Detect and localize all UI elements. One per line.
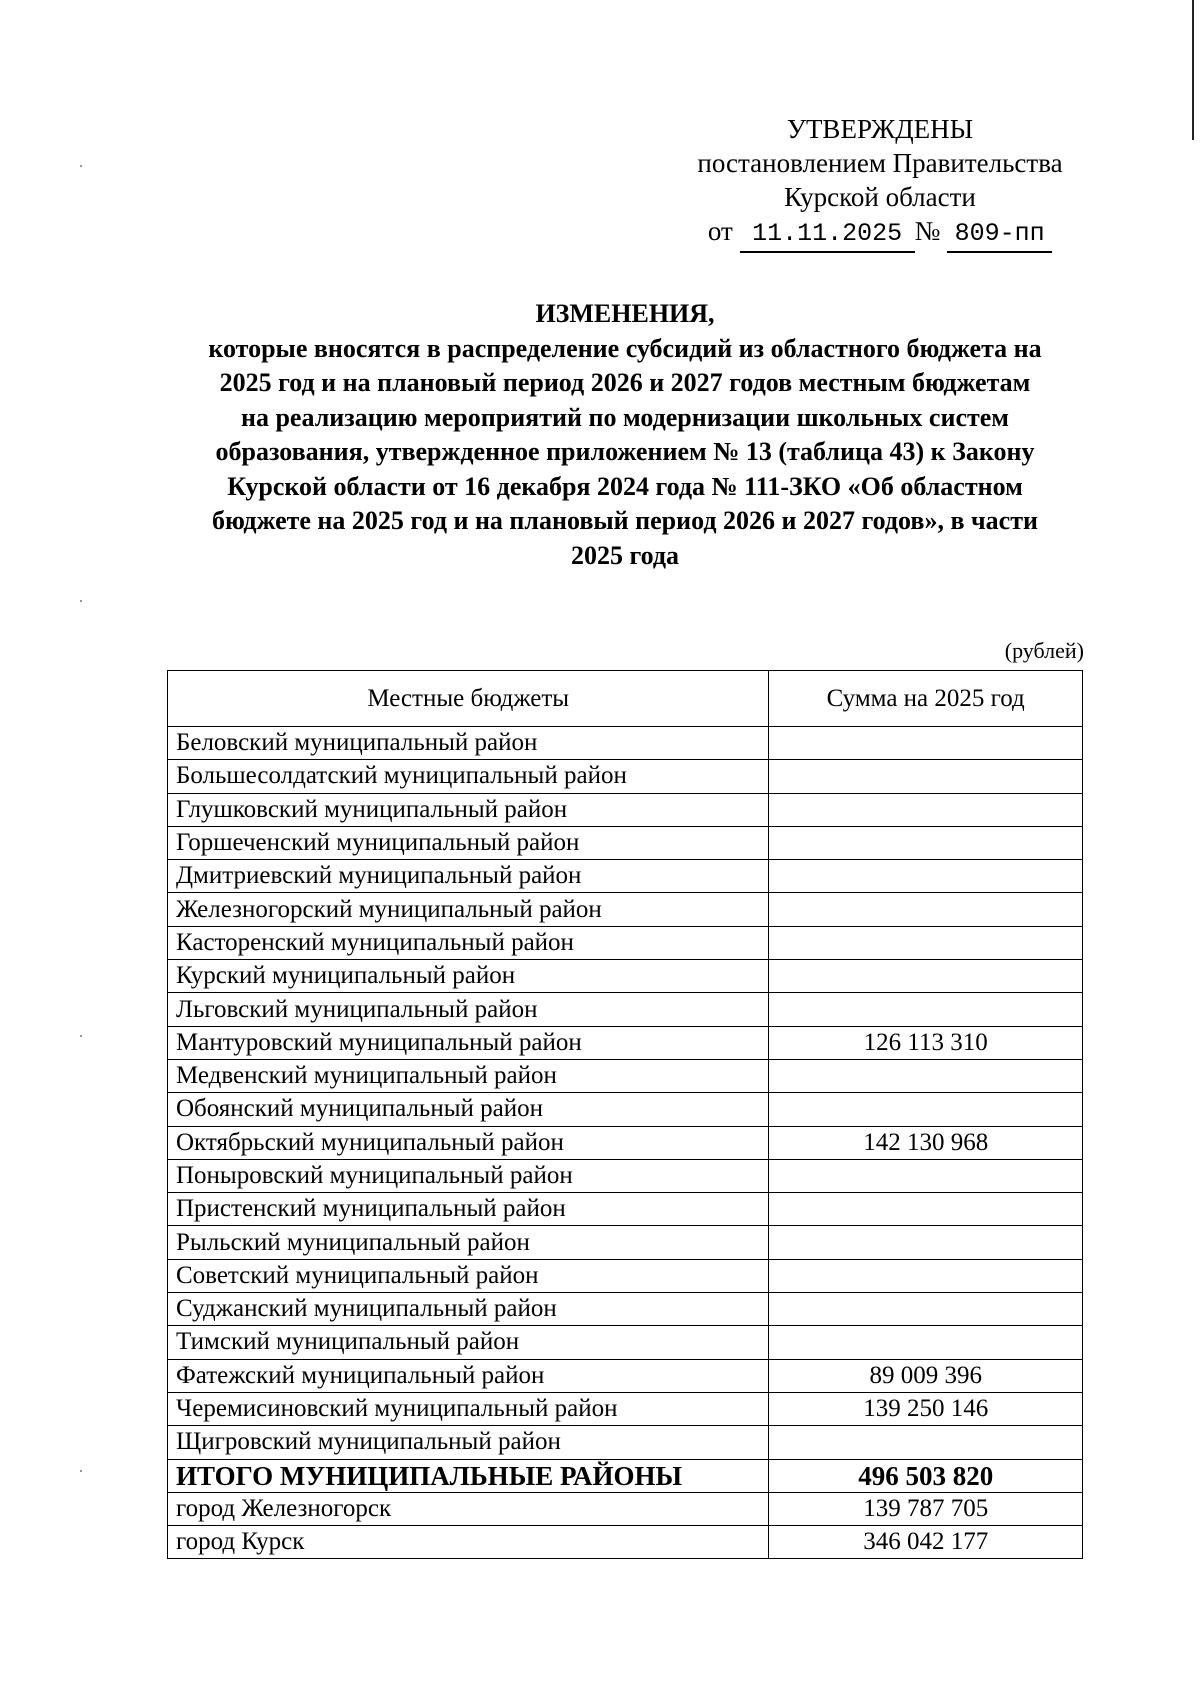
- budget-table: [167, 670, 1083, 1559]
- from-label: от: [707, 216, 733, 246]
- table-row: [168, 1492, 1083, 1525]
- table-row: [168, 1159, 1083, 1192]
- budget-amount: [769, 1059, 1083, 1092]
- budget-name: Железногорский муниципальный район: [168, 893, 769, 926]
- budget-name: Медвенский муниципальный район: [168, 1059, 769, 1092]
- budget-amount: 346 042 177: [769, 1526, 1083, 1559]
- table-row: [168, 826, 1083, 859]
- budget-name: Дмитриевский муниципальный район: [168, 860, 769, 893]
- budget-amount: [769, 793, 1083, 826]
- budget-amount: 89 009 396: [769, 1359, 1083, 1392]
- budget-name: Мантуровский муниципальный район: [168, 1026, 769, 1059]
- table-row: [168, 727, 1083, 760]
- budget-name: город Курск: [168, 1526, 769, 1559]
- budget-amount: [769, 727, 1083, 760]
- scan-speck: [80, 600, 82, 602]
- table-header-row: [168, 671, 1083, 727]
- number-label: №: [914, 216, 941, 246]
- units-label: (рублей): [1004, 638, 1084, 663]
- budget-amount: [769, 826, 1083, 859]
- table-row: [168, 1259, 1083, 1292]
- budget-amount: [769, 960, 1083, 993]
- approval-heading: УТВЕРЖДЕНЫ: [786, 114, 974, 144]
- table-row: [168, 893, 1083, 926]
- budget-name: Советский муниципальный район: [168, 1259, 769, 1292]
- budget-amount: [769, 893, 1083, 926]
- table-row: [168, 1293, 1083, 1326]
- scan-speck: [80, 1035, 82, 1037]
- budget-amount: [769, 1226, 1083, 1259]
- title-line: 2025 год и на плановый период 2026 и 2027 годов местным бюджетам: [219, 368, 1031, 397]
- table-row: [168, 1392, 1083, 1425]
- document-title: [160, 297, 1090, 573]
- scan-speck: [80, 1470, 82, 1472]
- budget-name: Льговский муниципальный район: [168, 993, 769, 1026]
- scan-speck: [80, 165, 82, 167]
- budget-name: Беловский муниципальный район: [168, 727, 769, 760]
- budget-name: Фатежский муниципальный район: [168, 1359, 769, 1392]
- approval-number: 809-пп: [947, 217, 1052, 253]
- approval-stamp: [680, 112, 1080, 253]
- budget-amount: [769, 1293, 1083, 1326]
- table-row: [168, 926, 1083, 959]
- total-label: ИТОГО МУНИЦИПАЛЬНЫЕ РАЙОНЫ: [168, 1459, 769, 1492]
- budget-amount: [769, 993, 1083, 1026]
- approval-number-line: [680, 214, 1080, 253]
- budget-name: Тимский муниципальный район: [168, 1326, 769, 1359]
- table-row: [168, 1326, 1083, 1359]
- budget-name: Поныровский муниципальный район: [168, 1159, 769, 1192]
- budget-amount: [769, 860, 1083, 893]
- table-row: [168, 1093, 1083, 1126]
- title-line: на реализацию мероприятий по модернизации школьных систем: [240, 402, 1010, 432]
- table-row: [168, 1359, 1083, 1392]
- budget-name: Суджанский муниципальный район: [168, 1293, 769, 1326]
- budget-name: Октябрьский муниципальный район: [168, 1126, 769, 1159]
- scan-edge-line: [1192, 0, 1194, 140]
- budget-amount: [769, 1259, 1083, 1292]
- table-row: [168, 1059, 1083, 1092]
- budget-amount: [769, 1426, 1083, 1459]
- approval-line-2: Курской области: [784, 182, 976, 212]
- budget-name: Горшеченский муниципальный район: [168, 826, 769, 859]
- title-line: бюджете на 2025 год и на плановый период 2026 и 2027 годов», в части: [212, 506, 1038, 535]
- budget-name: Черемисиновский муниципальный район: [168, 1392, 769, 1425]
- table-row: [168, 960, 1083, 993]
- budget-name: Пристенский муниципальный район: [168, 1193, 769, 1226]
- approval-date: 11.11.2025: [740, 217, 915, 253]
- table-row: [168, 1426, 1083, 1459]
- title-line: которые вносятся в распределение субсидий из областного бюджета на: [208, 333, 1042, 363]
- table-row: [168, 860, 1083, 893]
- budget-amount: 139 787 705: [769, 1492, 1083, 1525]
- title-heading: ИЗМЕНЕНИЯ,: [535, 299, 715, 328]
- column-header-amount: Сумма на 2025 год: [769, 671, 1083, 727]
- table-row: [168, 1193, 1083, 1226]
- approval-line-1: постановлением Правительства: [697, 148, 1063, 178]
- budget-amount: [769, 760, 1083, 793]
- budget-amount: [769, 1193, 1083, 1226]
- budget-amount: 126 113 310: [769, 1026, 1083, 1059]
- budget-amount: [769, 926, 1083, 959]
- budget-name: Щигровский муниципальный район: [168, 1426, 769, 1459]
- table-row: [168, 1226, 1083, 1259]
- table-row: [168, 993, 1083, 1026]
- budget-name: Большесолдатский муниципальный район: [168, 760, 769, 793]
- budget-name: Рыльский муниципальный район: [168, 1226, 769, 1259]
- budget-name: Курский муниципальный район: [168, 960, 769, 993]
- title-line: Курской области от 16 декабря 2024 года № 111-ЗКО «Об областном: [227, 471, 1023, 501]
- total-amount: 496 503 820: [769, 1459, 1083, 1492]
- table-row: [168, 1526, 1083, 1559]
- table-row: [168, 1126, 1083, 1159]
- table-row: [168, 793, 1083, 826]
- budget-amount: [769, 1326, 1083, 1359]
- budget-amount: [769, 1093, 1083, 1126]
- title-line: 2025 года: [570, 540, 680, 570]
- budget-amount: 142 130 968: [769, 1126, 1083, 1159]
- budget-name: Обоянский муниципальный район: [168, 1093, 769, 1126]
- budget-name: Глушковский муниципальный район: [168, 793, 769, 826]
- budget-name: Касторенский муниципальный район: [168, 926, 769, 959]
- table-row: [168, 1026, 1083, 1059]
- table-row: [168, 760, 1083, 793]
- budget-name: город Железногорск: [168, 1492, 769, 1525]
- budget-amount: [769, 1159, 1083, 1192]
- table-total-row: [168, 1459, 1083, 1492]
- column-header-budgets: Местные бюджеты: [168, 671, 769, 727]
- budget-amount: 139 250 146: [769, 1392, 1083, 1425]
- title-line: образования, утвержденное приложением № 13 (таблица 43) к Закону: [215, 437, 1035, 466]
